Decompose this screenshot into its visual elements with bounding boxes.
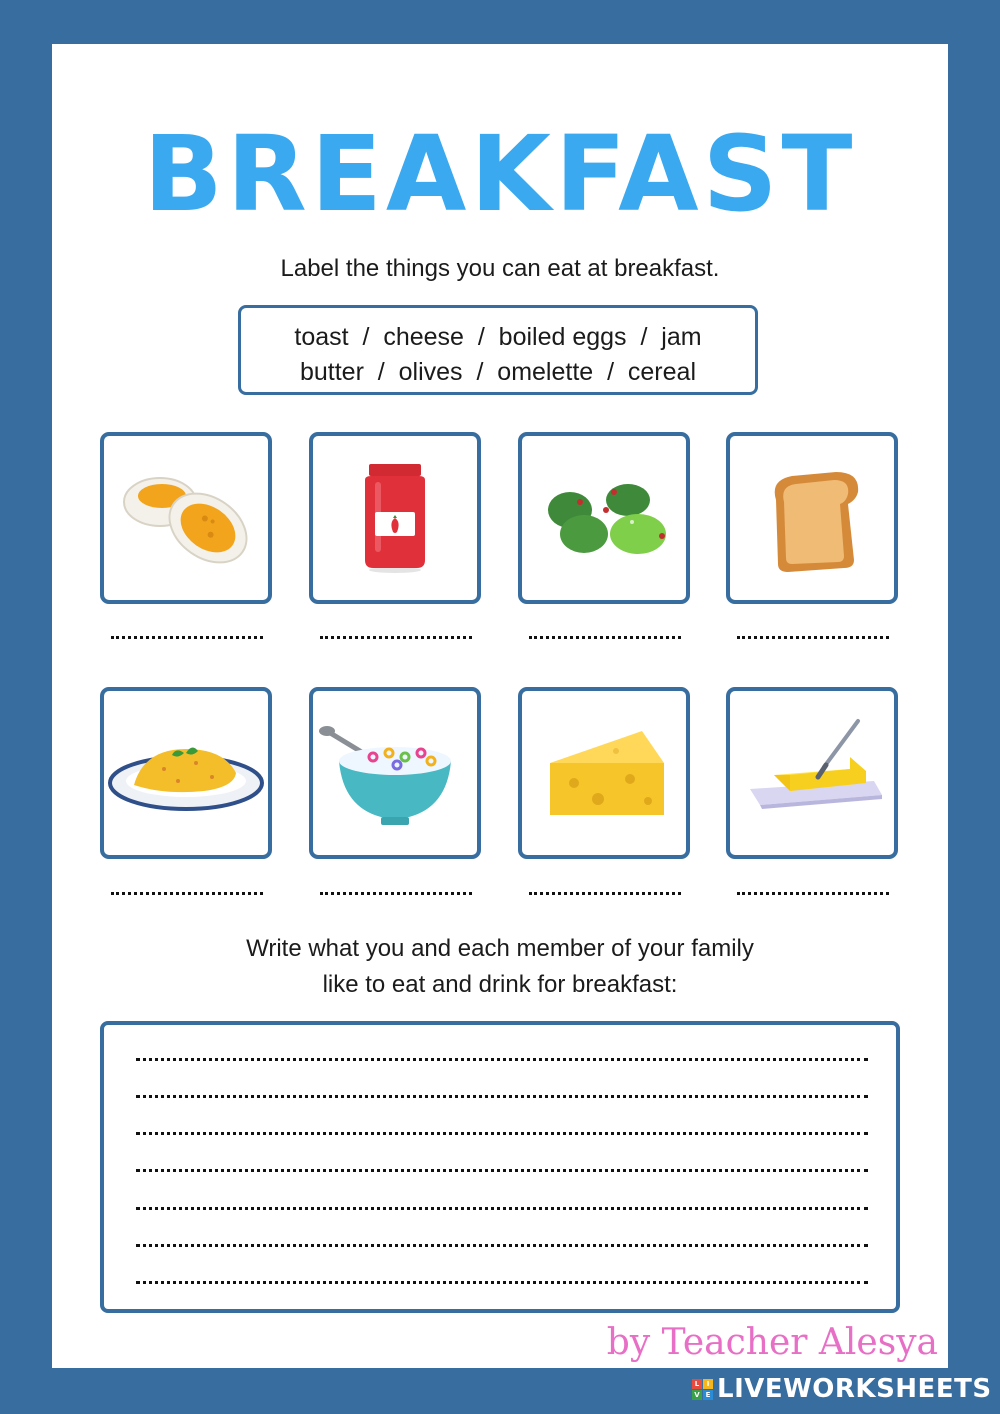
answer-blank[interactable] (320, 892, 472, 895)
author-credit: by Teacher Alesya (606, 1322, 938, 1363)
label-instruction: Label the things you can eat at breakfast. (280, 255, 720, 282)
writing-line[interactable] (136, 1169, 868, 1172)
writing-area (100, 1021, 900, 1313)
picture-card-olives (518, 432, 690, 604)
picture-card-jam (309, 432, 481, 604)
answer-blank[interactable] (737, 892, 889, 895)
family-instruction-line-1: Write what you and each member of your family (246, 935, 754, 962)
word-bank-line-1: toast / cheese / boiled eggs / jam (294, 323, 702, 351)
picture-card-butter (726, 687, 898, 859)
liveworksheets-logo-icon: L I V E (692, 1379, 713, 1400)
jam-jar-icon (313, 436, 477, 600)
answer-blank[interactable] (111, 636, 263, 639)
olives-icon (522, 436, 686, 600)
page-title: BREAKFAST (143, 113, 857, 235)
word-bank (238, 305, 758, 395)
toast-icon (730, 436, 894, 600)
picture-card-boiled-eggs (100, 432, 272, 604)
answer-blank[interactable] (737, 636, 889, 639)
writing-line[interactable] (136, 1058, 868, 1061)
picture-card-omelette (100, 687, 272, 859)
family-instruction-line-2: like to eat and drink for breakfast: (322, 971, 678, 998)
answer-blank[interactable] (320, 636, 472, 639)
answer-blank[interactable] (529, 892, 681, 895)
cereal-bowl-icon (313, 691, 477, 855)
word-bank-line-2: butter / olives / omelette / cereal (299, 358, 696, 386)
writing-line[interactable] (136, 1132, 868, 1135)
omelette-icon (104, 691, 268, 855)
boiled-eggs-icon (104, 436, 268, 600)
picture-card-cheese (518, 687, 690, 859)
liveworksheets-watermark (692, 1374, 992, 1404)
family-instruction (0, 931, 1000, 1003)
watermark-text: LIVEWORKSHEETS (717, 1374, 992, 1404)
cheese-icon (522, 691, 686, 855)
butter-icon (730, 691, 894, 855)
answer-blank[interactable] (529, 636, 681, 639)
picture-card-toast (726, 432, 898, 604)
writing-line[interactable] (136, 1095, 868, 1098)
writing-line[interactable] (136, 1281, 868, 1284)
picture-card-cereal (309, 687, 481, 859)
answer-blank[interactable] (111, 892, 263, 895)
writing-line[interactable] (136, 1207, 868, 1210)
writing-line[interactable] (136, 1244, 868, 1247)
